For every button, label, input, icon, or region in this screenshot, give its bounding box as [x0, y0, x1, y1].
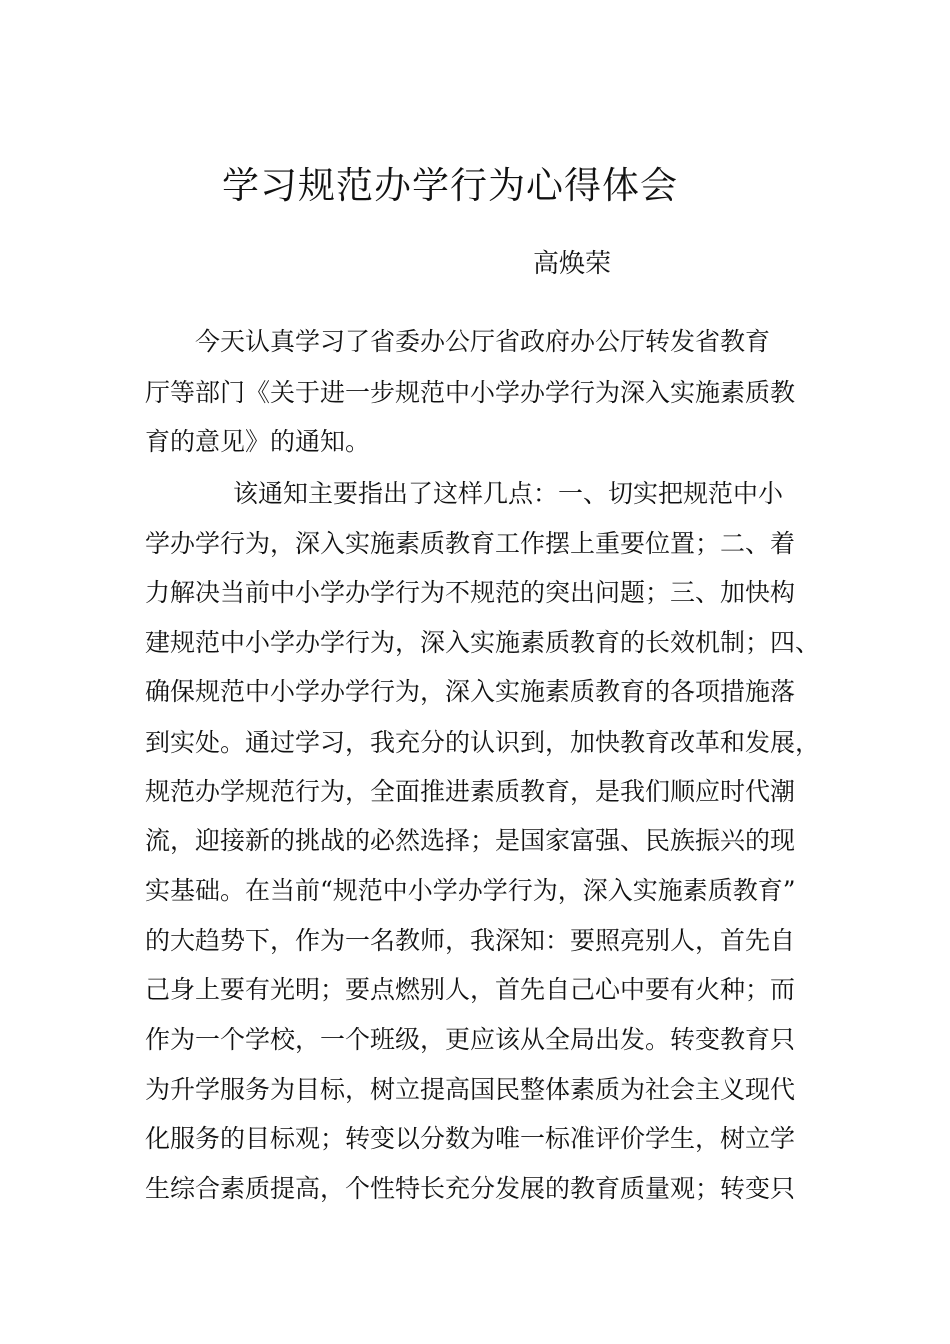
body-line: 该通知主要指出了这样几点：一、切实把规范中小	[233, 479, 784, 508]
body-line: 流，迎接新的挑战的必然选择；是国家富强、民族振兴的现	[145, 826, 796, 855]
body-line: 到实处。通过学习，我充分的认识到，加快教育改革和发展，	[145, 728, 821, 757]
body-line: 建规范中小学办学行为，深入实施素质教育的长效机制；四、	[145, 628, 821, 657]
body-line: 为升学服务为目标，树立提高国民整体素质为社会主义现代	[145, 1075, 796, 1104]
body-line: 化服务的目标观；转变以分数为唯一标准评价学生，树立学	[145, 1124, 796, 1153]
body-line: 的大趋势下，作为一名教师，我深知：要照亮别人，首先自	[145, 926, 796, 955]
document-title: 学习规范办学行为心得体会	[222, 164, 678, 207]
body-line: 实基础。在当前“规范中小学办学行为，深入实施素质教育”	[145, 876, 796, 905]
body-line: 今天认真学习了省委办公厅省政府办公厅转发省教育	[195, 327, 771, 356]
body-line: 厅等部门《关于进一步规范中小学办学行为深入实施素质教	[145, 378, 796, 407]
body-line: 生综合素质提高，个性特长充分发展的教育质量观；转变只	[145, 1174, 796, 1203]
body-line: 力解决当前中小学办学行为不规范的突出问题；三、加快构	[145, 578, 796, 607]
body-line: 规范办学规范行为，全面推进素质教育，是我们顺应时代潮	[145, 777, 796, 806]
body-line: 育的意见》的通知。	[145, 427, 371, 456]
body-line: 己身上要有光明；要点燃别人，首先自己心中要有火种；而	[145, 975, 796, 1004]
body-line: 学办学行为，深入实施素质教育工作摆上重要位置；二、着	[145, 529, 796, 558]
body-line: 确保规范中小学办学行为，深入实施素质教育的各项措施落	[145, 677, 796, 706]
document-author: 高焕荣	[533, 249, 612, 279]
body-line: 作为一个学校，一个班级，更应该从全局出发。转变教育只	[145, 1025, 796, 1054]
